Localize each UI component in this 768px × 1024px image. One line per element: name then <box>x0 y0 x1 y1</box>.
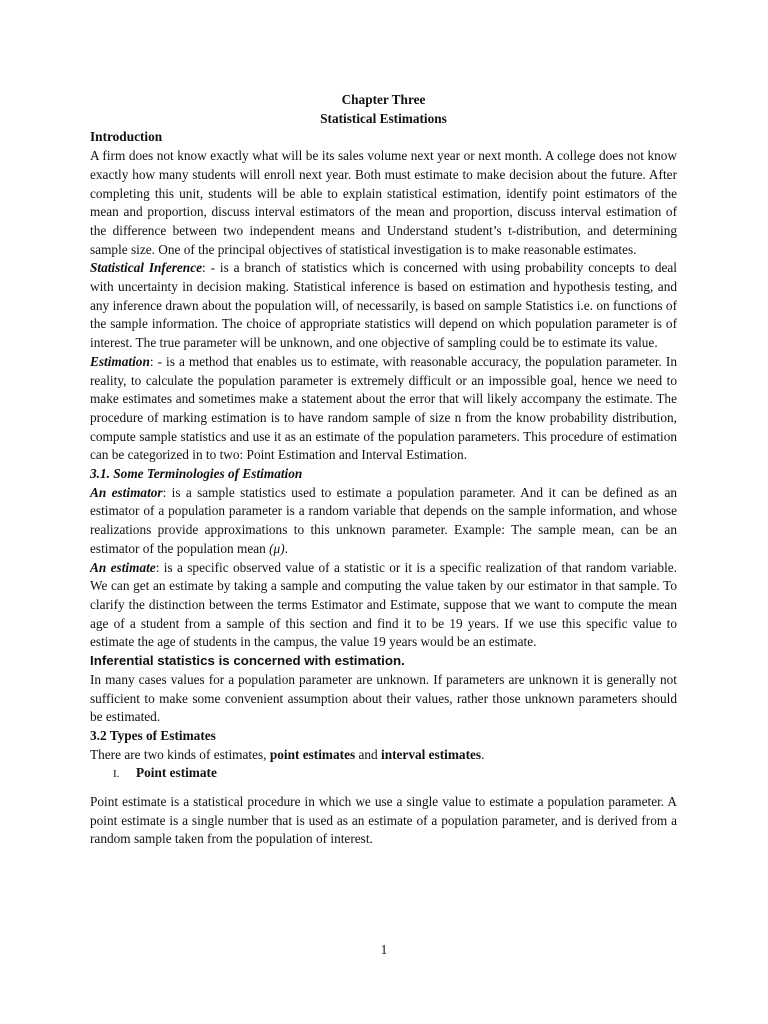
inferential-paragraph: In many cases values for a population parameter are unknown. If parameters are unknown it is generally not sufficient to make some convenient assumption about their values, rather those unknown parameters should be estimated. <box>90 671 677 725</box>
inference-term: Statistical Inference <box>90 260 202 276</box>
estimator-paragraph <box>90 484 677 559</box>
page-number: 1 <box>380 942 388 957</box>
list-number: I. <box>113 768 120 781</box>
intro-paragraph: A firm does not know exactly what will be its sales volume next year or next month. A college does not know exactly how many students will enroll next year. Both must estimate to make decision about the future. After completing this unit, students will be able to explain statistical estimation, identify point estimators of the mean and proportion, discuss interval estimators of the mean and proportion, discuss interval estimation of the difference between two independent means and Understand student’s t-distribution, and determining sample size. One of the principal objectives of statistical investigation is to make reasonable estimates. <box>90 148 677 257</box>
interval-estimates-term: interval estimates <box>381 746 482 762</box>
chapter-number: Chapter Three <box>341 92 426 107</box>
inference-text: : - is a branch of statistics which is concerned with using probability concepts to deal with uncertainty in decision making. Statistical inference is based on estimation and hypothesis testing, and any inference drawn about the population will, of necessarily, is based on sample Statistics i.e. on functions of the sample information. The choice of appropriate statistics will depend on which population parameter is of interest. The true parameter will be unknown, and one objective of sampling could be to estimate its value. <box>90 260 677 351</box>
inferential-heading: Inferential statistics is concerned with estimation. <box>90 653 405 669</box>
estimation-term: Estimation <box>90 353 150 369</box>
chapter-title: Statistical Estimations <box>320 110 447 126</box>
section-3-1-heading: 3.1. Some Terminologies of Estimation <box>90 466 303 482</box>
inference-paragraph <box>90 259 677 353</box>
types-paragraph <box>90 746 677 765</box>
types-text-end: . <box>481 746 485 762</box>
mu-symbol: (μ) <box>269 540 285 556</box>
document-page <box>90 91 677 849</box>
estimate-text: : is a specific observed value of a statistic or it is a specific realization of that random variable. We can get an estimate by taking a sample and computing the value taken by our estimator in that sample. To clarify the distinction between the terms Estimator and Estimate, suppose that we want to compute the mean age of a student from a sample of this section and find it to be 19 years. If we use this specific value to estimate the age of students in the campus, the value 19 years would be an estimate. <box>90 559 677 650</box>
estimator-end: . <box>284 540 288 556</box>
list-label: Point estimate <box>136 765 217 781</box>
types-text-start: There are two kinds of estimates, <box>90 746 270 762</box>
intro-heading: Introduction <box>90 129 163 145</box>
list-item <box>113 764 677 784</box>
point-estimates-term: point estimates <box>269 746 356 762</box>
estimation-text: : - is a method that enables us to estimate, with reasonable accuracy, the population parameter. In reality, to calculate the population parameter is extremely difficult or an impossible goal, hence we need to make estimates and sometimes make a statement about the error that will likely accompany the estimate. The procedure of marking estimation is to have random sample of size n from the know probability distribution, compute sample statistics and use it as an estimate of the population parameters. This procedure of estimation can be categorized in to two: Point Estimation and Interval Estimation. <box>90 353 677 463</box>
point-estimate-paragraph: Point estimate is a statistical procedure in which we use a single value to estimate a population parameter. A point estimate is a single number that is used as an estimate of a population parameter, and is derived from a random sample taken from the population of interest. <box>90 794 677 847</box>
estimate-term: An estimate <box>90 559 156 575</box>
estimation-paragraph <box>90 353 677 465</box>
estimate-paragraph <box>90 559 677 653</box>
estimator-term: An estimator <box>90 484 163 500</box>
estimator-text: : is a sample statistics used to estimate a population parameter. And it can be defined as an estimator of a population parameter is a random variable that depends on the sample information, and whose realizations provide approximations to this unknown parameter. Example: The sample mean, can be an estimator of the population mean <box>90 484 677 556</box>
types-text-mid: and <box>355 746 382 762</box>
section-3-2-heading: 3.2 Types of Estimates <box>90 727 216 743</box>
